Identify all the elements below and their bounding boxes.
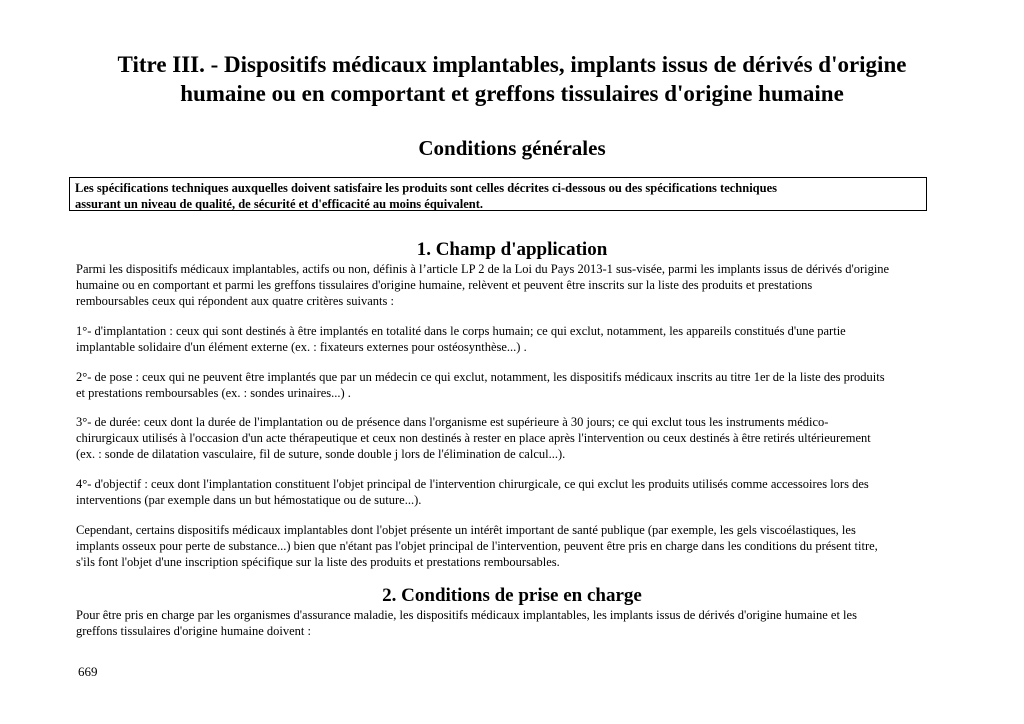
technical-specifications-notice (69, 177, 927, 211)
paragraph-coverage-intro: Pour être pris en charge par les organismes d'assurance maladie, les dispositifs médicaux implantables, les implants issus de dérivés d'origine humaine et les greffons tissulaires d'origine humaine doivent : (76, 608, 857, 638)
page-number: 669 (78, 664, 98, 679)
paragraph-criterion-pose: 2°- de pose : ceux qui ne peuvent être implantés que par un médecin ce qui exclut, notamment, les dispositifs médicaux inscrits au titre 1er de la liste des produits et prestations remboursables (ex. : sondes urinaires...) . (76, 370, 885, 400)
paragraph-criterion-duration: 3°- de durée: ceux dont la durée de l'implantation ou de présence dans l'organisme est supérieure à 30 jours; ce qui exclut tous les instruments médico- chirurgicaux utilisés à l'occasion d'un acte thérapeutique et ceux non destinés à rester en place après l'intervention ou ceux destinés à être retirés ultérieurement (ex. : sonde de dilatation vasculaire, fil de suture, sonde double j lors de l'élimination de calcul...). (76, 415, 871, 461)
paragraph-criterion-objective: 4°- d'objectif : ceux dont l'implantation constituent l'objet principal de l'intervention chirurgicale, ce qui exclut les produits utilisés comme accessoires lors des interventions (par exemple dans un but hémostatique ou de suture...). (76, 477, 869, 507)
document-title-text: Titre III. - Dispositifs médicaux implantables, implants issus de dérivés d'origine humaine ou en comportant et greffons tissulaires d'origine humaine (117, 52, 907, 106)
heading-scope: 1. Champ d'application (416, 239, 608, 260)
notice-text: Les spécifications techniques auxquelles doivent satisfaire les produits sont celles décrites ci-dessous ou des spécifications techniques assurant un niveau de qualité, de sécurité et d'efficacité au moins équivalent. (75, 181, 777, 211)
paragraph-scope-intro: Parmi les dispositifs médicaux implantables, actifs ou non, définis à l’article LP 2 de la Loi du Pays 2013-1 sus-visée, parmi les implants issus de dérivés d'origine humaine ou en comportant et parmi les greffons tissulaires d'origine humaine, relèvent et peuvent être inscrits sur la liste des produits et prestations remboursables ceux qui répondent aux quatre critères suivants : (76, 262, 890, 308)
document-title (60, 50, 964, 108)
paragraph-criterion-implantation: 1°- d'implantation : ceux qui sont destinés à être implantés en totalité dans le corps humain; ce qui exclut, notamment, les appareils constitués d'une partie implantable solidaire d'un élément externe (ex. : fixateurs externes pour ostéosynthèse...) . (76, 324, 846, 354)
paragraph-exceptions: Cependant, certains dispositifs médicaux implantables dont l'objet présente un intérêt important de santé publique (par exemple, les gels viscoélastiques, les implants osseux pour perte de substance...) bien que n'étant pas l'objet principal de l'intervention, peuvent être pris en charge dans les conditions du présent titre, s'ils font l'objet d'une inscription spécifique sur la liste des produits et prestations remboursables. (76, 523, 878, 569)
section-title-general-conditions: Conditions générales (418, 136, 606, 160)
heading-coverage-conditions: 2. Conditions de prise en charge (382, 585, 642, 606)
